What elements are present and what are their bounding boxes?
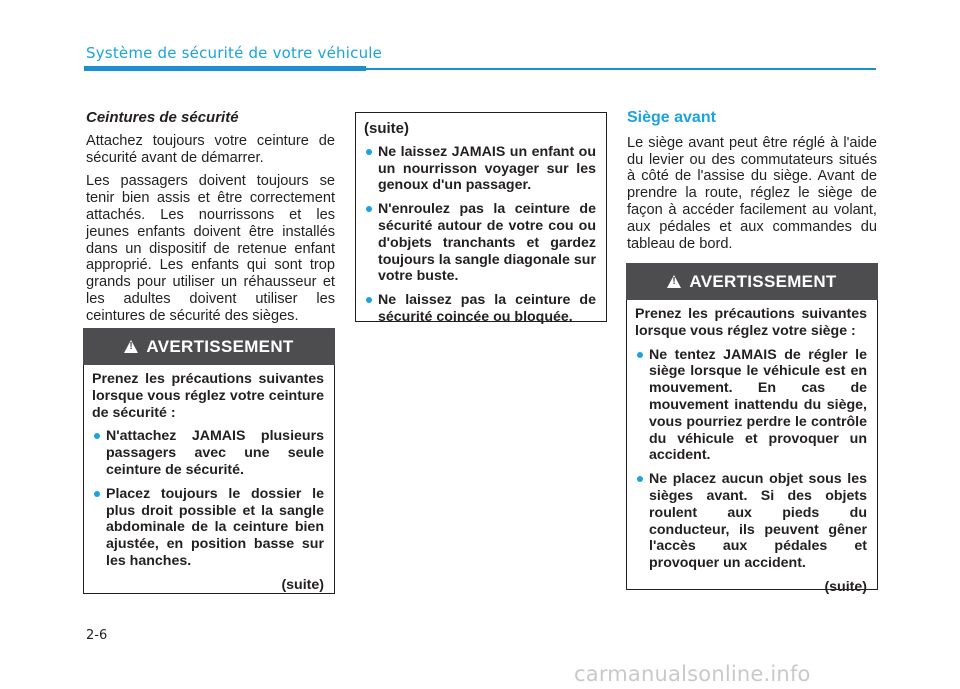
continued-label: (suite) xyxy=(281,576,324,593)
paragraph: Les passagers doivent toujours se tenir bien assis et être correctement attachés. Les nourrissons et les jeunes enfants doivent être installés dans un dispositif de retenue enfant approprié. Les enfants qui sont trop grands pour utiliser un réhausseur et les adultes doivent utiliser les ceintures de sécurité des sièges. xyxy=(86,173,335,324)
front-seat-heading: Siège avant xyxy=(627,109,716,126)
warning-triangle-icon xyxy=(124,340,138,353)
list-item: Ne laissez JAMAIS un enfant ou un nourrisson voyager sur les genoux d'un passager. xyxy=(364,144,596,194)
left-column xyxy=(86,110,335,332)
page-number: 2-6 xyxy=(86,628,108,643)
seatbelt-warning-box xyxy=(83,328,335,594)
continuation-body xyxy=(364,121,596,333)
warning-list xyxy=(92,428,324,569)
warning-triangle-icon xyxy=(667,275,681,288)
watermark: carmanualsonline.info xyxy=(574,662,811,686)
warning-intro: Prenez les précautions suivantes lorsque vous réglez votre ceinture de sécurité : xyxy=(92,371,324,421)
header-rule-thin xyxy=(366,68,876,70)
list-item: N'attachez JAMAIS plusieurs passagers avec une seule ceinture de sécurité. xyxy=(92,428,324,478)
paragraph: Le siège avant peut être réglé à l'aide du levier ou des commutateurs situés à côté de l'assise du siège. Avant de prendre la route, réglez le siège de façon à accéder facilement au volant, aux pédales et aux commandes du tableau de bord. xyxy=(627,134,877,252)
right-column xyxy=(627,110,877,259)
paragraph: Attachez toujours votre ceinture de sécurité avant de démarrer. xyxy=(86,132,335,166)
warning-heading: AVERTISSEMENT xyxy=(689,271,837,291)
warning-body xyxy=(635,306,867,596)
continuation-list xyxy=(364,144,596,326)
seatbelt-heading: Ceintures de sécurité xyxy=(86,109,239,126)
front-seat-warning-box xyxy=(626,263,878,595)
warning-body xyxy=(92,371,324,594)
list-item: Ne placez aucun objet sous les sièges avant. Si des objets roulent aux pieds du conducteur, ils peuvent gêner l'accès aux pédales et provoquer un accident. xyxy=(635,471,867,572)
section-title: Système de sécurité de votre véhicule xyxy=(86,44,383,62)
warning-header xyxy=(83,328,335,365)
warning-header xyxy=(626,263,878,300)
warning-intro: Prenez les précautions suivantes lorsque vous réglez votre siège : xyxy=(635,306,867,339)
list-item: Ne tentez JAMAIS de régler le siège lorsque le véhicule est en mouvement. En cas de mouvement inattendu du siège, vous pourriez perdre le contrôle du véhicule et provoquer un accident. xyxy=(635,347,867,465)
seatbelt-warning-continuation-box xyxy=(355,112,607,325)
list-item: Placez toujours le dossier le plus droit possible et la sangle abdominale de la ceinture bien ajustée, en position basse sur les hanches. xyxy=(92,486,324,570)
continuation-label: (suite) xyxy=(364,120,409,137)
warning-heading: AVERTISSEMENT xyxy=(146,336,294,356)
warning-list xyxy=(635,347,867,572)
list-item: N'enroulez pas la ceinture de sécurité autour de votre cou ou d'objets tranchants et gardez toujours la sangle diagonale sur votre buste. xyxy=(364,201,596,285)
list-item: Ne laissez pas la ceinture de sécurité coincée ou bloquée. xyxy=(364,292,596,326)
header-rule xyxy=(84,66,366,71)
continued-label: (suite) xyxy=(824,578,867,595)
